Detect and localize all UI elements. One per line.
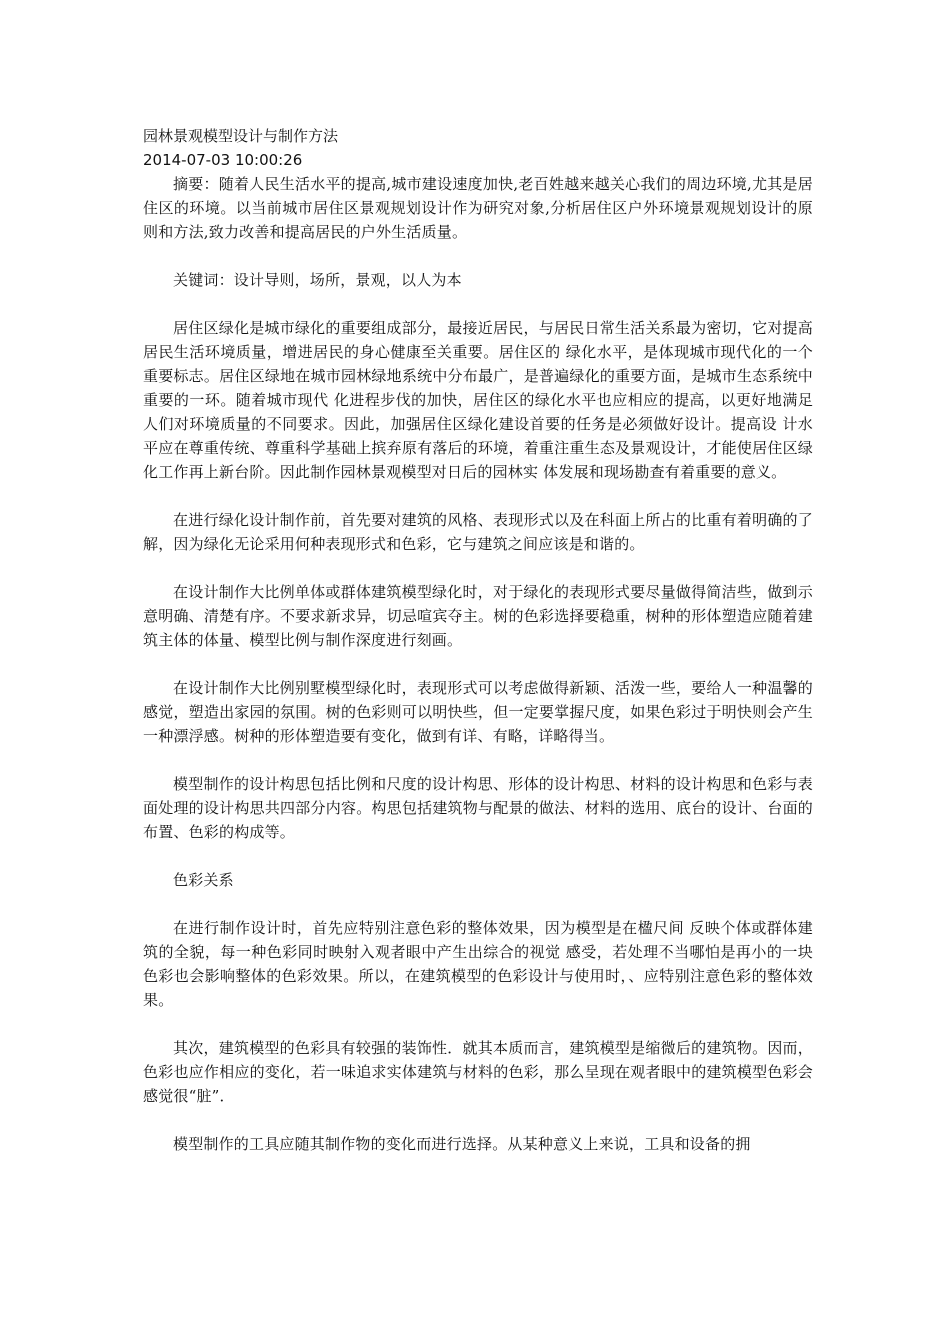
section-heading: 色彩关系 xyxy=(173,871,234,889)
article-date: 2014-07-03 10:00:26 xyxy=(143,151,303,169)
keywords-paragraph: 关键词：设计导则，场所，景观，以人为本 xyxy=(173,271,462,289)
body-paragraph: 模型制作的设计构思包括比例和尺度的设计构思、形体的设计构思、材料的设计构思和色彩与表面处理的设计构思共四部分内容。构思包括建筑物与配景的做法、材料的选用、底台的设计、台面的布置、色彩的构成等。 xyxy=(143,775,813,841)
abstract-paragraph: 摘要：随着人民生活水平的提高,城市建设速度加快,老百姓越来越关心我们的周边环境,尤其是居住区的环境。以当前城市居住区景观规划设计作为研究对象,分析居住区户外环境景观规划设计的原则和方法,致力改善和提高居民的户外生活质量。 xyxy=(143,175,813,241)
body-paragraph: 其次，建筑模型的色彩具有较强的装饰性．就其本质而言，建筑模型是缩微后的建筑物。因而，色彩也应作相应的变化，若一味追求实体建筑与材料的色彩，那么呈现在观者眼中的建筑模型色彩会感觉很“脏”． xyxy=(143,1039,813,1105)
body-paragraph: 在进行绿化设计制作前，首先要对建筑的风格、表现形式以及在科面上所占的比重有着明确的了解，因为绿化无论采用何种表现形式和色彩，它与建筑之间应该是和谐的。 xyxy=(143,511,813,553)
article-title: 园林景观模型设计与制作方法 xyxy=(143,127,339,145)
body-paragraph: 在进行制作设计时，首先应特别注意色彩的整体效果，因为模型是在楹尺间 反映个体或群体建筑的全貌，每一种色彩同时映射入观者眼中产生出综合的视觉 感受，若处理不当哪怕是再小的一块色彩也会影响整体的色彩效果。所以，在建筑模型的色彩设计与使用时，、应特别注意色彩的整体效果。 xyxy=(143,919,813,1009)
body-paragraph: 在设计制作大比例单体或群体建筑模型绿化时，对于绿化的表现形式要尽量做得简洁些，做到示意明确、清楚有序。不要求新求异，切忌喧宾夺主。树的色彩选择要稳重，树种的形体塑造应随着建筑主体的体量、模型比例与制作深度进行刻画。 xyxy=(143,583,813,649)
body-paragraph: 在设计制作大比例别墅模型绿化时，表现形式可以考虑做得新颖、活泼一些，要给人一种温馨的感觉，塑造出家园的氛围。树的色彩则可以明快些，但一定要掌握尺度，如果色彩过于明快则会产生一种漂浮感。树种的形体塑造要有变化，做到有详、有略，详略得当。 xyxy=(143,679,813,745)
body-paragraph: 模型制作的工具应随其制作物的变化而进行选择。从某种意义上来说，工具和设备的拥 xyxy=(173,1135,751,1153)
body-paragraph: 居住区绿化是城市绿化的重要组成部分，最接近居民，与居民日常生活关系最为密切，它对提高居民生活环境质量，增进居民的身心健康至关重要。居住区的 绿化水平，是体现城市现代化的一个重要标志。居住区绿地在城市园林绿地系统中分布最广，是普遍绿化的重要方面，是城市生态系统中重要的一环。随着城市现代 化进程步伐的加快，居住区的绿化水平也应相应的提高，以更好地满足人们对环境质量的不同要求。因此，加强居住区绿化建设首要的任务是必须做好设计。提高设 计水平应在尊重传统、尊重科学基础上摈弃原有落后的环境，着重注重生态及景观设计，才能使居住区绿化工作再上新台阶。因此制作园林景观模型对日后的园林实 体发展和现场勘查有着重要的意义。 xyxy=(143,319,813,481)
document-page xyxy=(143,124,813,1180)
